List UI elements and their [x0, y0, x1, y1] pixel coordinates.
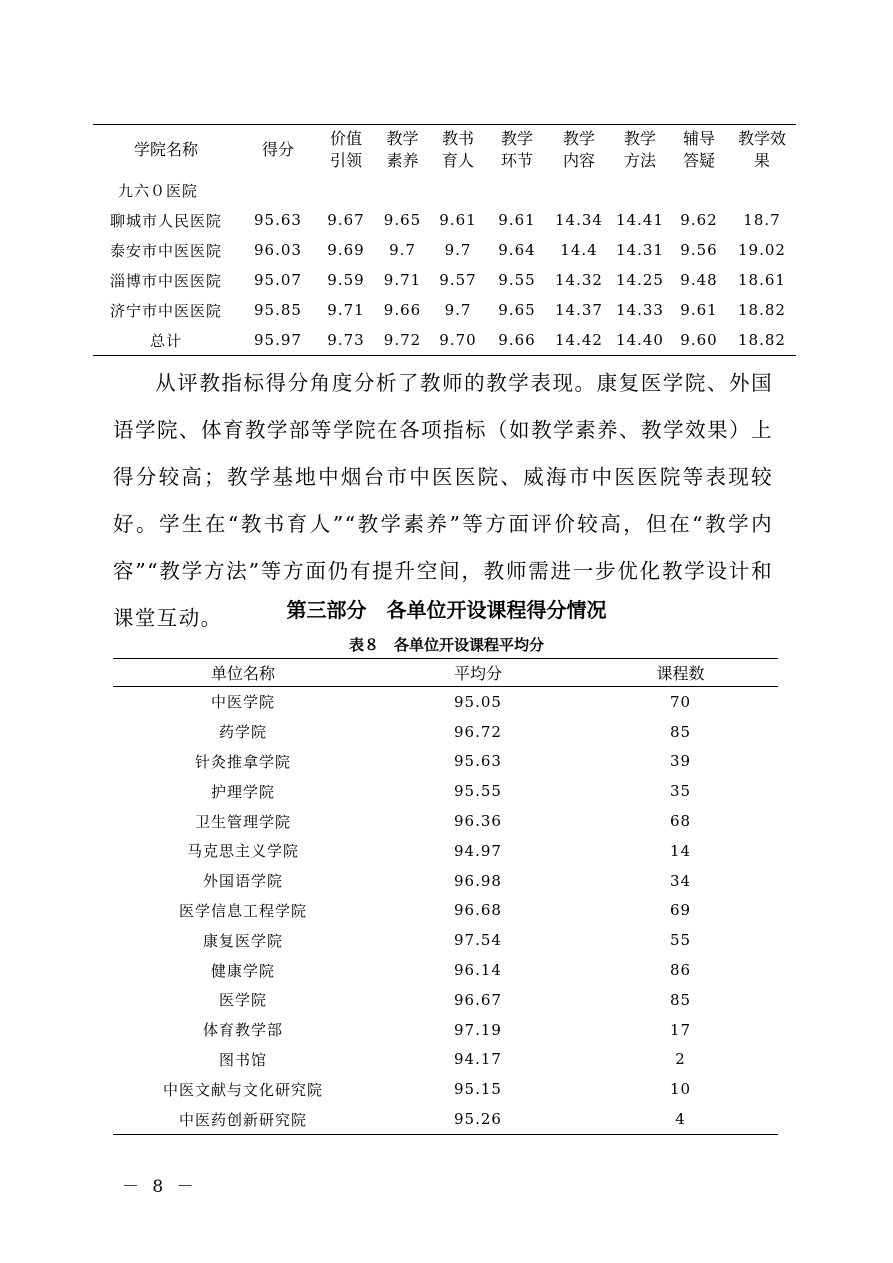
table-row: [113, 776, 778, 806]
table8-header: [113, 659, 778, 687]
average-score-cell: 96.67: [454, 990, 502, 1009]
score-cell: 9.65: [383, 211, 422, 229]
table-row: [113, 1015, 778, 1045]
score-cell: 9.66: [383, 301, 422, 319]
score-cell: 95.97: [254, 331, 302, 349]
average-score-cell: 95.55: [454, 782, 502, 801]
table-row: [113, 866, 778, 896]
average-score-cell: 97.19: [454, 1020, 502, 1039]
score-cell: 14.33: [616, 301, 664, 319]
score-cell: 14.31: [616, 241, 664, 259]
score-cell: 14.25: [616, 271, 664, 289]
course-count-cell: 4: [675, 1110, 686, 1129]
average-score-cell: 97.54: [454, 931, 502, 950]
header-cell: 教学 方法: [623, 129, 656, 170]
unit-name-cell: 卫生管理学院: [194, 812, 291, 831]
score-cell: 14.42: [555, 331, 603, 349]
score-cell: 9.73: [327, 331, 365, 349]
header-cell: 单位名称: [210, 664, 275, 683]
score-cell: 9.64: [498, 241, 536, 259]
table-row: [113, 806, 778, 836]
table-row: [113, 1074, 778, 1104]
average-score-cell: 95.05: [454, 692, 502, 711]
unit-name-cell: 济宁市中医医院: [109, 301, 222, 320]
course-count-cell: 69: [669, 901, 692, 920]
unit-name-cell: 医学信息工程学院: [178, 901, 307, 920]
header-cell: 教书 育人: [441, 129, 474, 170]
score-cell: [548, 175, 610, 205]
course-count-cell: 34: [669, 871, 692, 890]
score-cell: [486, 175, 548, 205]
header-cell: 教学 环节: [500, 129, 533, 170]
score-cell: 9.48: [680, 271, 718, 289]
unit-name-cell: 总计: [149, 331, 182, 350]
course-count-cell: 70: [669, 692, 692, 711]
table-row: [113, 1104, 778, 1134]
header-cell: 教学效 果: [737, 129, 786, 170]
unit-name-cell: 泰安市中医医院: [109, 241, 222, 260]
score-cell: 9.69: [327, 241, 365, 259]
average-score-cell: 94.97: [454, 841, 502, 860]
table1-header: [93, 125, 796, 176]
table-row: [113, 747, 778, 777]
course-count-cell: 55: [669, 931, 692, 950]
table-row: [113, 836, 778, 866]
score-cell: 9.59: [327, 271, 365, 289]
score-cell: 9.72: [383, 331, 422, 349]
score-cell: [317, 175, 375, 205]
score-cell: 96.03: [254, 241, 302, 259]
score-cell: 9.71: [327, 301, 365, 319]
table-row: [113, 955, 778, 985]
course-count-cell: 14: [669, 841, 692, 860]
score-cell: 9.56: [680, 241, 718, 259]
score-cell: 95.07: [254, 271, 302, 289]
score-cell: 9.57: [439, 271, 477, 289]
unit-name-cell: 淄博市中医医院: [109, 271, 222, 290]
score-cell: 9.65: [498, 301, 536, 319]
average-score-cell: 95.26: [454, 1110, 502, 1129]
score-cell: 18.82: [738, 331, 786, 349]
course-count-cell: 85: [669, 990, 692, 1009]
score-cell: 18.82: [738, 301, 786, 319]
average-score-cell: 96.68: [454, 901, 502, 920]
course-count-cell: 10: [669, 1080, 692, 1099]
score-cell: [728, 175, 796, 205]
header-cell: 教学 内容: [562, 129, 595, 170]
score-cell: 18.61: [738, 271, 786, 289]
table8-body: [113, 687, 778, 1135]
table-row: [93, 175, 796, 205]
table-row: [113, 925, 778, 955]
header-cell: 课程数: [656, 664, 705, 683]
header-cell: 平均分: [453, 664, 502, 683]
header-cell: 学院名称: [133, 140, 198, 159]
unit-name-cell: 中医文献与文化研究院: [162, 1080, 323, 1099]
course-count-cell: 68: [669, 812, 692, 831]
score-cell: 9.61: [680, 301, 718, 319]
score-cell: 18.7: [743, 211, 781, 229]
unit-name-cell: 九六０医院: [118, 181, 199, 200]
table-row: [113, 896, 778, 926]
table-row: [113, 687, 778, 717]
page-number: － 8 －: [122, 1177, 198, 1197]
course-count-cell: 85: [669, 722, 692, 741]
average-score-cell: 94.17: [454, 1050, 502, 1069]
average-score-cell: 96.98: [454, 871, 502, 890]
unit-name-cell: 外国语学院: [202, 872, 283, 891]
score-cell: [375, 175, 430, 205]
score-cell: 14.40: [616, 331, 664, 349]
unit-name-cell: 图书馆: [218, 1050, 267, 1069]
score-cell: 14.34: [555, 211, 603, 229]
unit-name-cell: 护理学院: [210, 782, 275, 801]
header-cell: 得分: [261, 140, 294, 159]
section-title: 第三部分 各单位开设课程得分情况: [286, 598, 607, 622]
unit-name-cell: 中医学院: [210, 693, 275, 712]
unit-name-cell: 健康学院: [210, 961, 275, 980]
table-row: [93, 295, 796, 325]
unit-name-cell: 康复医学院: [202, 931, 283, 950]
score-cell: 95.63: [254, 211, 302, 229]
header-cell: 教学 素养: [386, 129, 419, 170]
course-count-cell: 39: [669, 752, 692, 771]
score-cell: 9.7: [444, 301, 472, 319]
score-cell: [430, 175, 486, 205]
table-row: [93, 325, 796, 356]
header-cell: 价值 引领: [329, 129, 362, 170]
score-cell: 9.55: [498, 271, 536, 289]
course-count-cell: 35: [669, 782, 692, 801]
unit-name-cell: 聊城市人民医院: [109, 211, 222, 230]
average-score-cell: 96.36: [454, 812, 502, 831]
score-cell: 9.7: [444, 241, 472, 259]
teaching-evaluation-table: [93, 124, 796, 356]
unit-name-cell: 体育教学部: [202, 1021, 283, 1040]
score-cell: [239, 175, 317, 205]
score-cell: 9.7: [389, 241, 416, 259]
score-cell: 9.61: [439, 211, 477, 229]
table8-caption: 表８ 各单位开设课程平均分: [348, 636, 544, 654]
score-cell: 9.62: [680, 211, 718, 229]
score-cell: 9.71: [383, 271, 422, 289]
average-score-cell: 96.72: [454, 722, 502, 741]
average-score-cell: 95.63: [454, 752, 502, 771]
score-cell: [670, 175, 728, 205]
analysis-text: 从评教指标得分角度分析了教师的教学表现。康复医学院、外国语学院、体育教学部等学院在各项指标（如教学素养、教学效果）上得分较高；教学基地中烟台市中医医院、威海市中医医院等表现较好。学生在“教书育人”“教学素养”等方面评价较高，但在“教学内容”“教学方法”等方面仍有提升空间，教师需进一步优化教学设计和课堂互动。: [113, 371, 773, 630]
unit-name-cell: 中医药创新研究院: [178, 1110, 307, 1129]
score-cell: 14.4: [560, 241, 598, 259]
unit-name-cell: 针灸推拿学院: [194, 752, 291, 771]
score-cell: 9.60: [680, 331, 718, 349]
score-cell: 14.41: [616, 211, 664, 229]
score-cell: [610, 175, 670, 205]
table-row: [113, 985, 778, 1015]
average-score-cell: 96.14: [454, 961, 502, 980]
score-cell: 19.02: [738, 241, 786, 259]
table1-body: [93, 175, 796, 356]
score-cell: 9.61: [498, 211, 536, 229]
course-count-cell: 17: [669, 1020, 692, 1039]
score-cell: 9.66: [498, 331, 536, 349]
table-row: [93, 235, 796, 265]
course-count-cell: 2: [675, 1050, 686, 1069]
unit-name-cell: 药学院: [218, 723, 267, 742]
table-row: [93, 205, 796, 235]
course-count-cell: 86: [669, 961, 692, 980]
table-row: [113, 717, 778, 747]
score-cell: 14.37: [555, 301, 603, 319]
score-cell: 14.32: [555, 271, 603, 289]
header-cell: 辅导 答疑: [682, 129, 715, 170]
score-cell: 9.70: [439, 331, 477, 349]
table-row: [93, 265, 796, 295]
score-cell: 95.85: [254, 301, 302, 319]
table-row: [113, 1045, 778, 1075]
unit-name-cell: 马克思主义学院: [186, 842, 299, 861]
unit-name-cell: 医学院: [218, 991, 267, 1010]
score-cell: 9.67: [327, 211, 365, 229]
average-score-cell: 95.15: [454, 1080, 502, 1099]
unit-course-score-table: [113, 658, 778, 1135]
